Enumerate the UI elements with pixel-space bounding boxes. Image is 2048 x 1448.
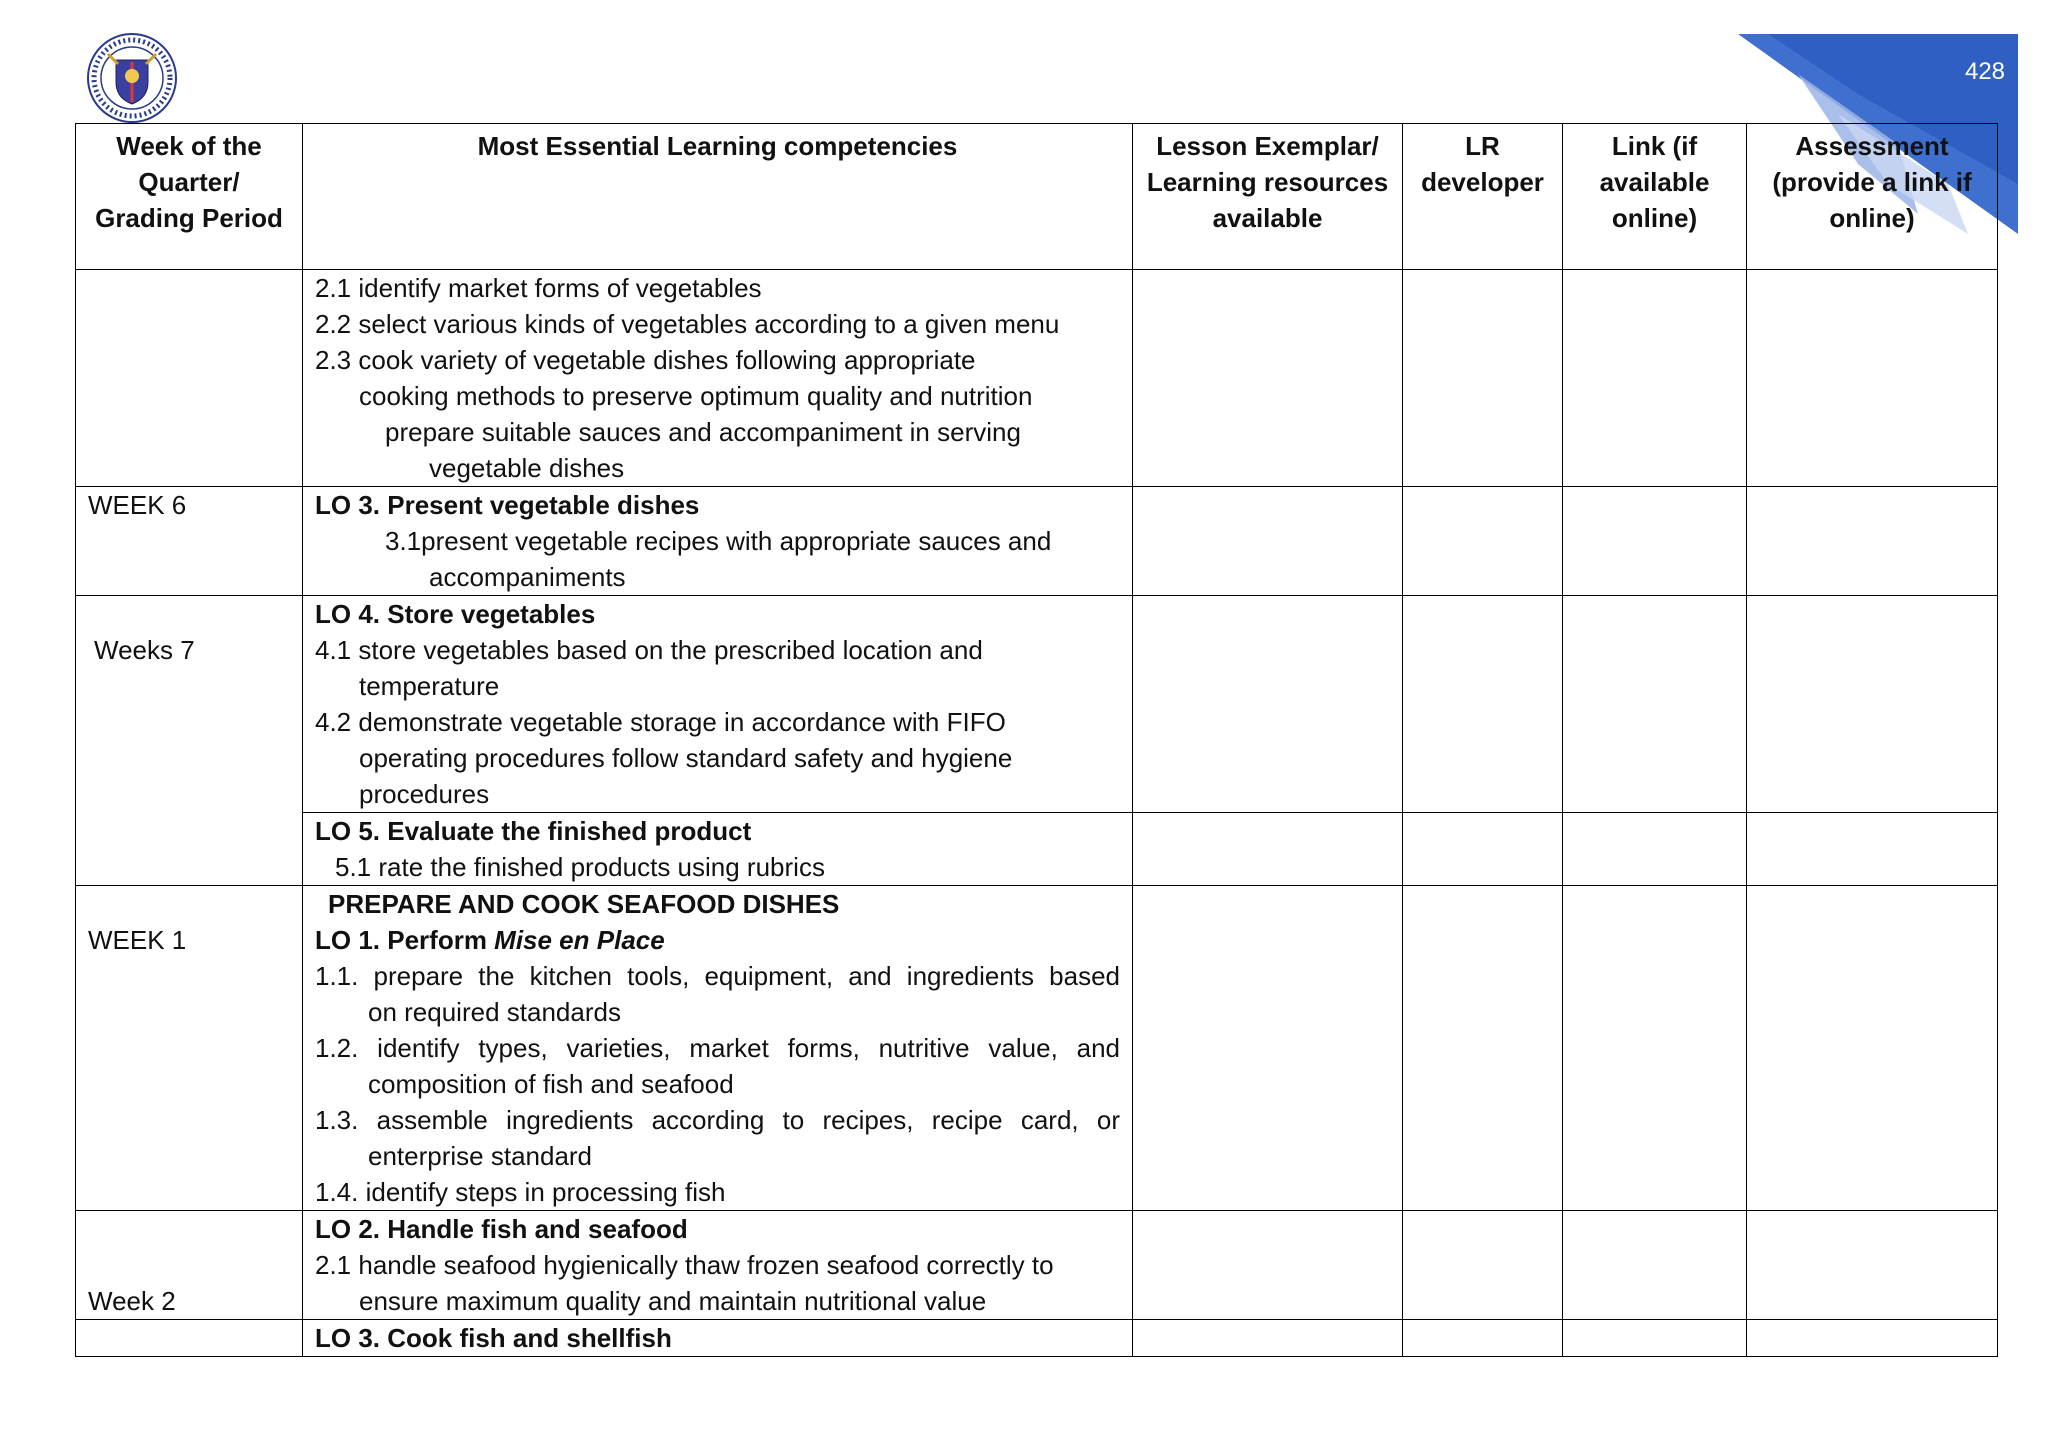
competency-line: 4.1 store vegetables based on the prescribed location and xyxy=(315,635,983,665)
assessment-cell xyxy=(1747,270,1998,487)
competency-line: LO 2. Handle fish and seafood xyxy=(315,1214,688,1244)
header-lr-line: developer xyxy=(1421,167,1544,197)
competency-line: 1.2. identify types, varieties, market forms, nutritive value, and xyxy=(315,1033,1120,1063)
header-week-line: Quarter/ xyxy=(138,167,240,197)
competency-line: 2.2 select various kinds of vegetables according to a given menu xyxy=(315,309,1060,339)
competency-line: procedures xyxy=(359,779,490,809)
table-row xyxy=(76,813,1998,886)
table-header-row xyxy=(76,124,1998,270)
competency-line: 1.3. assemble ingredients according to recipes, recipe card, or xyxy=(315,1105,1120,1135)
lr-developer-cell xyxy=(1403,1320,1563,1357)
competencies-cell xyxy=(303,1211,1133,1320)
lo-label: LO 1. Perform xyxy=(315,925,495,955)
competency-line: composition of fish and seafood xyxy=(368,1069,734,1099)
header-week-line: Week of the xyxy=(116,131,262,161)
competency-line: on required standards xyxy=(368,997,621,1027)
competency-line: prepare suitable sauces and accompaniment in serving xyxy=(385,417,1021,447)
header-lesson-line: available xyxy=(1212,203,1323,233)
week-cell xyxy=(76,270,303,487)
competency-line: LO 4. Store vegetables xyxy=(315,599,596,629)
header-link xyxy=(1563,124,1747,270)
competency-line: LO 3. Cook fish and shellfish xyxy=(315,1323,672,1353)
header-link-line: Link (if xyxy=(1611,131,1698,161)
competencies-cell xyxy=(303,886,1133,1211)
link-cell xyxy=(1563,596,1747,813)
table-row xyxy=(76,1211,1998,1320)
competency-line: 1.4. identify steps in processing fish xyxy=(315,1177,726,1207)
assessment-cell xyxy=(1747,886,1998,1211)
link-cell xyxy=(1563,886,1747,1211)
header-lesson-line: Learning resources xyxy=(1146,167,1389,197)
assessment-cell xyxy=(1747,487,1998,596)
competency-line: ensure maximum quality and maintain nutritional value xyxy=(359,1286,987,1316)
lr-developer-cell xyxy=(1403,270,1563,487)
header-assessment-line: Assessment xyxy=(1795,131,1949,161)
competency-line: LO 3. Present vegetable dishes xyxy=(315,490,700,520)
competency-line: 2.3 cook variety of vegetable dishes following appropriate xyxy=(315,345,976,375)
competency-line: 2.1 identify market forms of vegetables xyxy=(315,273,762,303)
competency-line: 2.1 handle seafood hygienically thaw frozen seafood correctly to xyxy=(315,1250,1054,1280)
lesson-cell xyxy=(1133,487,1403,596)
link-cell xyxy=(1563,1320,1747,1357)
competencies-cell xyxy=(303,487,1133,596)
lr-developer-cell xyxy=(1403,487,1563,596)
curriculum-table xyxy=(75,123,1998,1357)
header-lesson-line: Lesson Exemplar/ xyxy=(1156,131,1379,161)
week-label: Weeks 7 xyxy=(94,635,195,665)
table-row xyxy=(76,487,1998,596)
lesson-cell xyxy=(1133,886,1403,1211)
header-link-line: online) xyxy=(1611,203,1698,233)
table-row xyxy=(76,596,1998,813)
lr-developer-cell xyxy=(1403,1211,1563,1320)
header-week xyxy=(76,124,303,270)
competency-line: LO 5. Evaluate the finished product xyxy=(315,816,752,846)
competency-line: enterprise standard xyxy=(368,1141,593,1171)
competency-line: accompaniments xyxy=(429,562,626,592)
lesson-cell xyxy=(1133,813,1403,886)
lesson-cell xyxy=(1133,1320,1403,1357)
lo-italic-label: Mise en Place xyxy=(494,925,665,955)
header-assessment-line: online) xyxy=(1829,203,1915,233)
header-lesson-exemplar xyxy=(1133,124,1403,270)
header-competencies xyxy=(303,124,1133,270)
competencies-cell xyxy=(303,270,1133,487)
week-cell xyxy=(76,596,303,886)
competencies-cell xyxy=(303,813,1133,886)
competency-line: vegetable dishes xyxy=(429,453,625,483)
week-label: Week 2 xyxy=(88,1286,176,1316)
week-cell xyxy=(76,1320,303,1357)
week-cell xyxy=(76,1211,303,1320)
lr-developer-cell xyxy=(1403,886,1563,1211)
competency-heading: PREPARE AND COOK SEAFOOD DISHES xyxy=(328,889,840,919)
header-week-line: Grading Period xyxy=(95,203,283,233)
competencies-cell xyxy=(303,596,1133,813)
competency-line: 4.2 demonstrate vegetable storage in accordance with FIFO xyxy=(315,707,1006,737)
assessment-cell xyxy=(1747,1320,1998,1357)
header-lr-line: LR xyxy=(1465,131,1500,161)
link-cell xyxy=(1563,1211,1747,1320)
competency-line: 5.1 rate the finished products using rubrics xyxy=(335,852,825,882)
link-cell xyxy=(1563,270,1747,487)
table-row xyxy=(76,270,1998,487)
header-link-line: available xyxy=(1599,167,1710,197)
table-row xyxy=(76,1320,1998,1357)
competency-line: 3.1present vegetable recipes with appropriate sauces and xyxy=(385,526,1052,556)
week-cell xyxy=(76,886,303,1211)
header-competencies-line: Most Essential Learning competencies xyxy=(477,131,958,161)
deped-seal-logo xyxy=(86,32,178,124)
week-label: WEEK 1 xyxy=(88,925,187,955)
page-number: 428 xyxy=(1964,58,2006,85)
week-cell: WEEK 6 xyxy=(76,487,303,596)
competency-line: 1.1. prepare the kitchen tools, equipment, and ingredients based xyxy=(315,961,1120,991)
table-row xyxy=(76,886,1998,1211)
lr-developer-cell xyxy=(1403,596,1563,813)
lesson-cell xyxy=(1133,270,1403,487)
competency-line xyxy=(315,922,1120,958)
link-cell xyxy=(1563,813,1747,886)
competency-line: temperature xyxy=(359,671,500,701)
header-assessment xyxy=(1747,124,1998,270)
link-cell xyxy=(1563,487,1747,596)
assessment-cell xyxy=(1747,1211,1998,1320)
competency-line: cooking methods to preserve optimum quality and nutrition xyxy=(359,381,1033,411)
competency-line: operating procedures follow standard safety and hygiene xyxy=(359,743,1013,773)
competencies-cell xyxy=(303,1320,1133,1357)
lesson-cell xyxy=(1133,596,1403,813)
header-assessment-line: (provide a link if xyxy=(1772,167,1972,197)
header-lr-developer xyxy=(1403,124,1563,270)
lesson-cell xyxy=(1133,1211,1403,1320)
assessment-cell xyxy=(1747,813,1998,886)
assessment-cell xyxy=(1747,596,1998,813)
lr-developer-cell xyxy=(1403,813,1563,886)
